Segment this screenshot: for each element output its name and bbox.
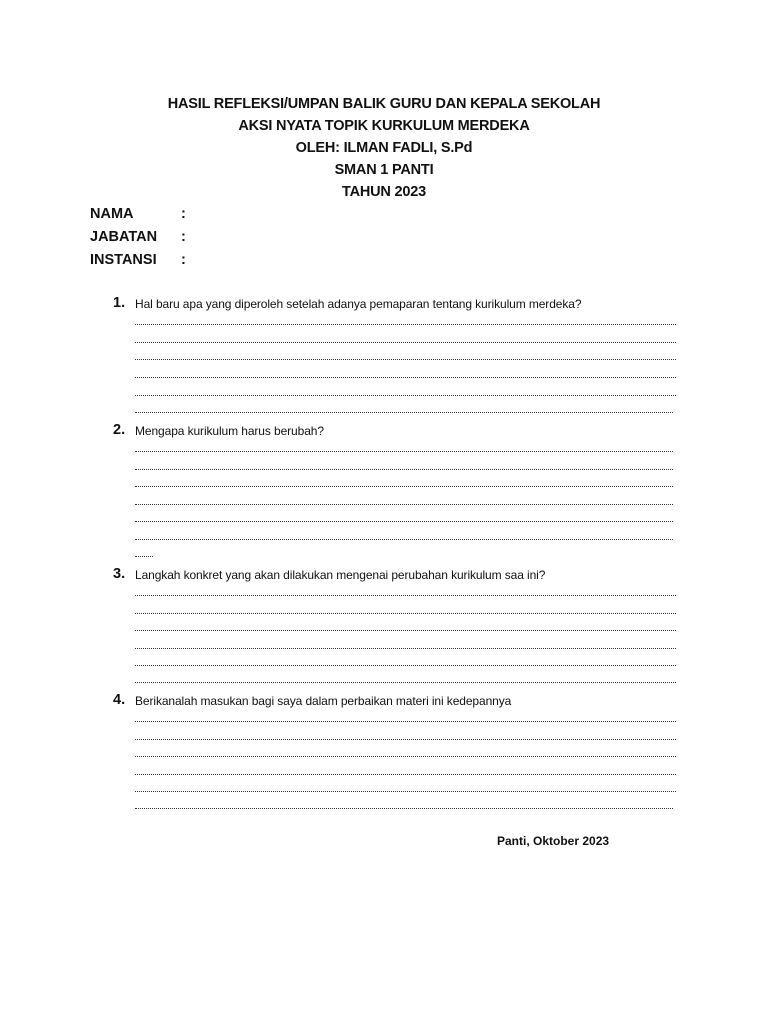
answer-line xyxy=(135,451,673,452)
answer-line xyxy=(135,539,673,540)
answer-line xyxy=(135,808,673,809)
answer-line xyxy=(135,630,676,631)
answer-line xyxy=(135,395,676,396)
question-number: 1. xyxy=(113,295,126,311)
field-sep: : xyxy=(181,252,186,268)
title-line-3: OLEH: ILMAN FADLI, S.Pd xyxy=(295,140,473,156)
answer-line xyxy=(135,739,676,740)
title-line-4: SMAN 1 PANTI xyxy=(334,162,434,178)
answer-line xyxy=(135,595,676,596)
field-label-nama: NAMA xyxy=(90,206,134,222)
answer-line xyxy=(135,359,676,360)
answer-line xyxy=(135,756,676,757)
question-number: 4. xyxy=(113,692,126,708)
field-sep: : xyxy=(181,229,186,245)
answer-line xyxy=(135,521,673,522)
answer-line xyxy=(135,682,676,683)
title-line-1: HASIL REFLEKSI/UMPAN BALIK GURU DAN KEPALA SEKOLAH xyxy=(167,96,601,112)
answer-line xyxy=(135,412,673,413)
answer-line xyxy=(135,791,676,792)
field-label-instansi: INSTANSI xyxy=(90,252,157,268)
answer-line xyxy=(135,721,676,722)
question-text: Berikanalah masukan bagi saya dalam perbaikan materi ini kedepannya xyxy=(135,694,512,708)
question-number: 3. xyxy=(113,566,126,582)
title-line-2: AKSI NYATA TOPIK KURKULUM MERDEKA xyxy=(238,118,530,134)
answer-line xyxy=(135,469,673,470)
place-date: Panti, Oktober 2023 xyxy=(497,834,610,848)
answer-line xyxy=(135,613,676,614)
question-text: Langkah konkret yang akan dilakukan mengenai perubahan kurikulum saa ini? xyxy=(135,568,546,582)
answer-line xyxy=(135,486,673,487)
answer-line xyxy=(135,648,676,649)
answer-line xyxy=(135,342,676,343)
answer-line xyxy=(135,377,676,378)
field-sep: : xyxy=(181,206,186,222)
title-line-5: TAHUN 2023 xyxy=(342,184,426,200)
answer-line xyxy=(135,324,676,325)
field-label-jabatan: JABATAN xyxy=(90,229,158,245)
answer-line xyxy=(135,774,676,775)
question-text: Mengapa kurikulum harus berubah? xyxy=(135,424,324,438)
answer-line xyxy=(135,504,673,505)
answer-line xyxy=(135,665,676,666)
question-text: Hal baru apa yang diperoleh setelah adanya pemaparan tentang kurikulum merdeka? xyxy=(135,297,582,311)
question-number: 2. xyxy=(113,422,126,438)
answer-line xyxy=(135,556,153,557)
